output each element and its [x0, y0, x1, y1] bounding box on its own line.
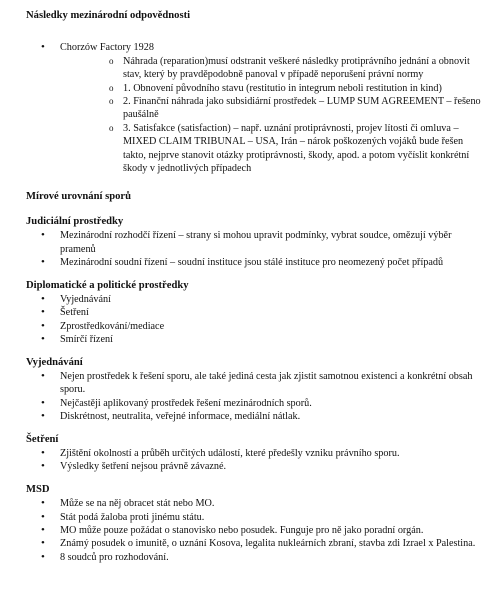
subheading-judicial: Judiciální prostředky [26, 215, 124, 227]
list-item: • Mezinárodní soudní řízení – soudní instituce jsou stálé instituce pro neomezený počet případů [26, 256, 486, 269]
chorzow-item [26, 41, 486, 175]
list-item: • Stát podá žaloba proti jinému státu. [26, 511, 486, 524]
list-item: • Šetření [26, 306, 486, 319]
negotiation-list [26, 370, 486, 424]
list-item: • Může se na něj obracet stát nebo MO. [26, 497, 486, 510]
subheading-msd: MSD [26, 483, 50, 495]
list-item: • Zjištění okolností a průběh určitých událostí, které předešly vzniku právního sporu. [26, 447, 486, 460]
chorzow-subitem: o 2. Finanční náhrada jako subsidiární prostředek – LUMP SUM AGREEMENT – řešeno paušálně [60, 95, 486, 122]
list-item: • Známý posudek o imunitě, o uznání Kosova, legalita nukleárních zbraní, stavba zdi Izrael x Palestina. [26, 537, 486, 550]
chorzow-subitem: o 3. Satisfakce (satisfaction) – např. uznání protiprávnosti, projev lítosti či omluva – MIXED CLAIM TRIBUNAL – USA, Irán – nárok poškozených vojáků bude řešen takto, nejprve stanovit otázky protiprávnosti, škody, apod. a potom vyčíslit konkrétní škody v jednotlivých případech [60, 122, 486, 176]
document-content [26, 9, 486, 564]
subheading-inquiry: Šetření [26, 433, 59, 445]
chorzow-list [26, 41, 486, 175]
document-title: Následky mezinárodní odpovědnosti [26, 10, 191, 21]
list-item: • MO může pouze požádat o stanovisko nebo posudek. Funguje pro ně jako poradní orgán. [26, 524, 486, 537]
msd-list [26, 497, 486, 564]
list-item: • Výsledky šetření nejsou právně závazné. [26, 460, 486, 473]
list-item: • 8 soudců pro rozhodování. [26, 551, 486, 564]
judicial-list [26, 229, 486, 269]
section-heading-peaceful: Mírové urovnání sporů [26, 191, 131, 203]
chorzow-subitem: o Náhrada (reparation)musí odstranit veškeré následky protiprávního jednání a obnovit stav, který by pravděpodobně panoval v případě neporušení právní normy [60, 55, 486, 82]
diplomatic-list [26, 293, 486, 347]
list-item: • Zprostředkování/mediace [26, 320, 486, 333]
list-item: • Smírčí řízení [26, 333, 486, 346]
subheading-diplomatic: Diplomatické a politické prostředky [26, 279, 189, 291]
list-item: • Nejčastěji aplikovaný prostředek řešení mezinárodních sporů. [26, 397, 486, 410]
list-item: • Diskrétnost, neutralita, veřejné informace, mediální nátlak. [26, 410, 486, 423]
subheading-negotiation: Vyjednávání [26, 356, 83, 368]
list-item: • Nejen prostředek k řešení sporu, ale také jediná cesta jak zjistit samotnou existenci a konkrétní obsah sporu. [26, 370, 486, 397]
chorzow-subitem: o 1. Obnovení původního stavu (restitutio in integrum neboli restitution in kind) [60, 82, 486, 95]
list-item: • Vyjednávání [26, 293, 486, 306]
inquiry-list [26, 447, 486, 474]
list-item: • Mezinárodní rozhodčí řízení – strany si mohou upravit podmínky, vybrat soudce, omězují výběr pramenů [26, 229, 486, 256]
chorzow-label: Chorzów Factory 1928 [60, 42, 154, 54]
chorzow-sublist [60, 55, 486, 176]
